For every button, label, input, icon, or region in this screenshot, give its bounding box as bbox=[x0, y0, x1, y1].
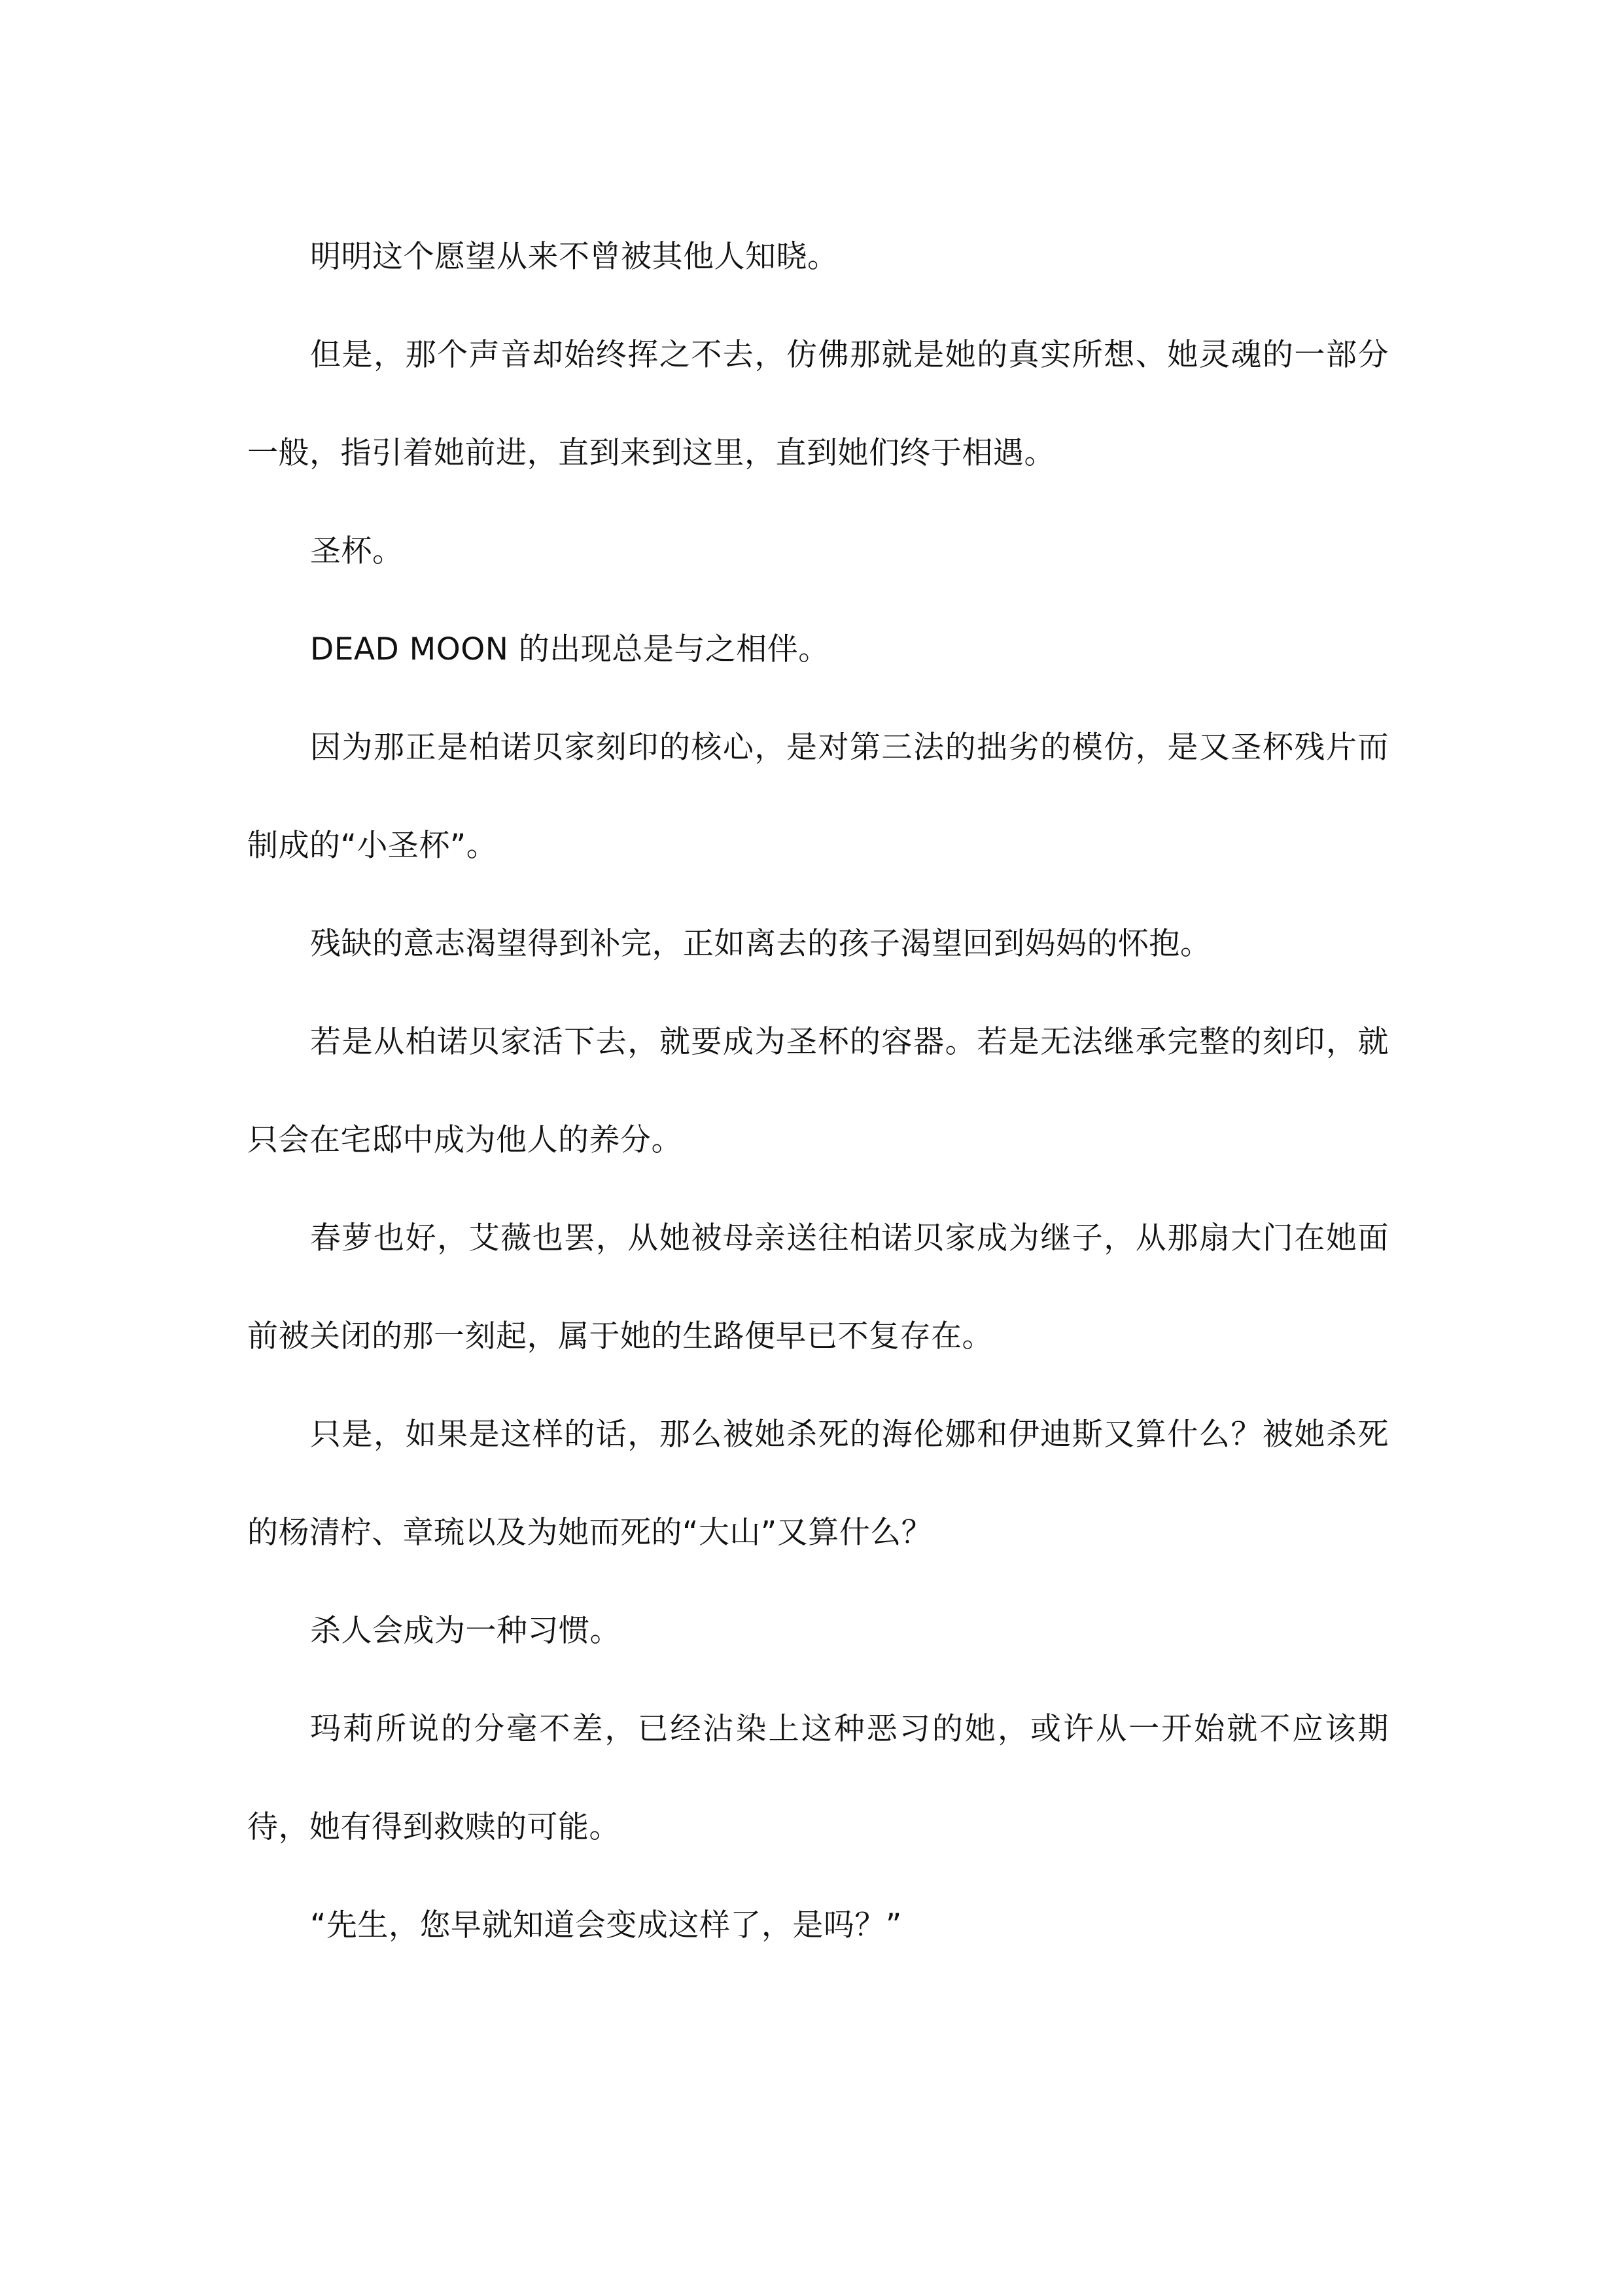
paragraph-3: 圣杯。 bbox=[310, 533, 404, 569]
paragraph-5: 因为那正是柏诺贝家刻印的核心，是对第三法的拙劣的模仿，是又圣杯残片而制成的“小圣杯”。 bbox=[247, 730, 1389, 864]
paragraph-10: 杀人会成为一种习惯。 bbox=[310, 1613, 621, 1649]
paragraph-8: 春萝也好，艾薇也罢，从她被母亲送往柏诺贝家成为继子，从那扇大门在她面前被关闭的那一刻起，属于她的生路便早已不复存在。 bbox=[247, 1220, 1389, 1354]
paragraph-2: 但是，那个声音却始终挥之不去，仿佛那就是她的真实所想、她灵魂的一部分一般，指引着她前进，直到来到这里，直到她们终于相遇。 bbox=[247, 337, 1389, 471]
paragraph-12: “先生，您早就知道会变成这样了，是吗？” bbox=[310, 1907, 902, 1943]
paragraph-6: 残缺的意志渴望得到补完，正如离去的孩子渴望回到妈妈的怀抱。 bbox=[310, 926, 1212, 962]
paragraph-7: 若是从柏诺贝家活下去，就要成为圣杯的容器。若是无法继承完整的刻印，就只会在宅邸中成为他人的养分。 bbox=[247, 1024, 1389, 1158]
paragraph-4: DEAD MOON 的出现总是与之相伴。 bbox=[310, 631, 829, 667]
paragraph-1: 明明这个愿望从来不曾被其他人知晓。 bbox=[310, 239, 839, 275]
paragraph-11: 玛莉所说的分毫不差，已经沾染上这种恶习的她，或许从一开始就不应该期待，她有得到救赎的可能。 bbox=[247, 1711, 1389, 1845]
paragraph-9: 只是，如果是这样的话，那么被她杀死的海伦娜和伊迪斯又算什么？被她杀死的杨清柠、章琉以及为她而死的“大山”又算什么？ bbox=[247, 1417, 1389, 1551]
document-body bbox=[247, 208, 1389, 1975]
